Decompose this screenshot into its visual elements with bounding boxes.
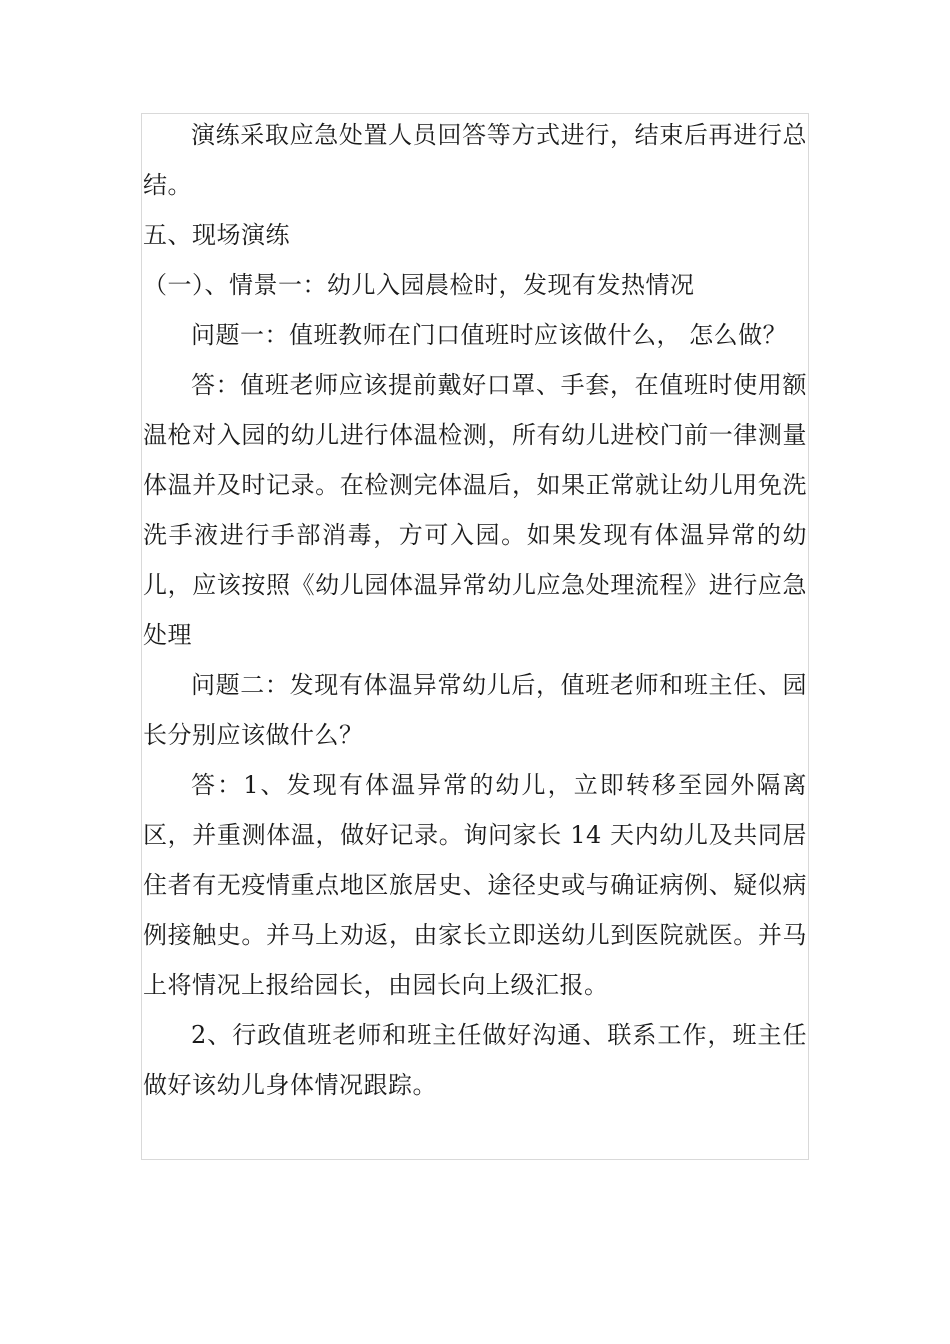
document-body — [143, 110, 807, 1110]
question-one: 问题一：值班教师在门口值班时应该做什么， 怎么做？ — [191, 321, 788, 349]
paragraph-drill-method: 演练采取应急处置人员回答等方式进行，结束后再进行总结。 — [143, 121, 807, 199]
section-heading-onsite-drill: 五、现场演练 — [143, 221, 290, 249]
question-two: 问题二：发现有体温异常幼儿后，值班老师和班主任、园长分别应该做什么？ — [143, 671, 807, 749]
scenario-heading-one: （一）、情景一：幼儿入园晨检时，发现有发热情况 — [143, 271, 695, 299]
answer-one: 答：值班老师应该提前戴好口罩、手套，在值班时使用额温枪对入园的幼儿进行体温检测，所有幼儿进校门前一律测量体温并及时记录。在检测完体温后，如果正常就让幼儿用免洗洗手液进行手部消毒，方可入园。如果发现有体温异常的幼儿，应该按照《幼儿园体温异常幼儿应急处理流程》进行应急处理 — [143, 371, 807, 649]
answer-two-step-one: 答：1、发现有体温异常的幼儿，立即转移至园外隔离区，并重测体温，做好记录。询问家长 14 天内幼儿及共同居住者有无疫情重点地区旅居史、途径史或与确证病例、疑似病例接触史。并马上劝返，由家长立即送幼儿到医院就医。并马上将情况上报给园长，由园长向上级汇报。 — [143, 771, 807, 999]
answer-two-step-two: 2、行政值班老师和班主任做好沟通、联系工作，班主任做好该幼儿身体情况跟踪。 — [143, 1021, 807, 1099]
